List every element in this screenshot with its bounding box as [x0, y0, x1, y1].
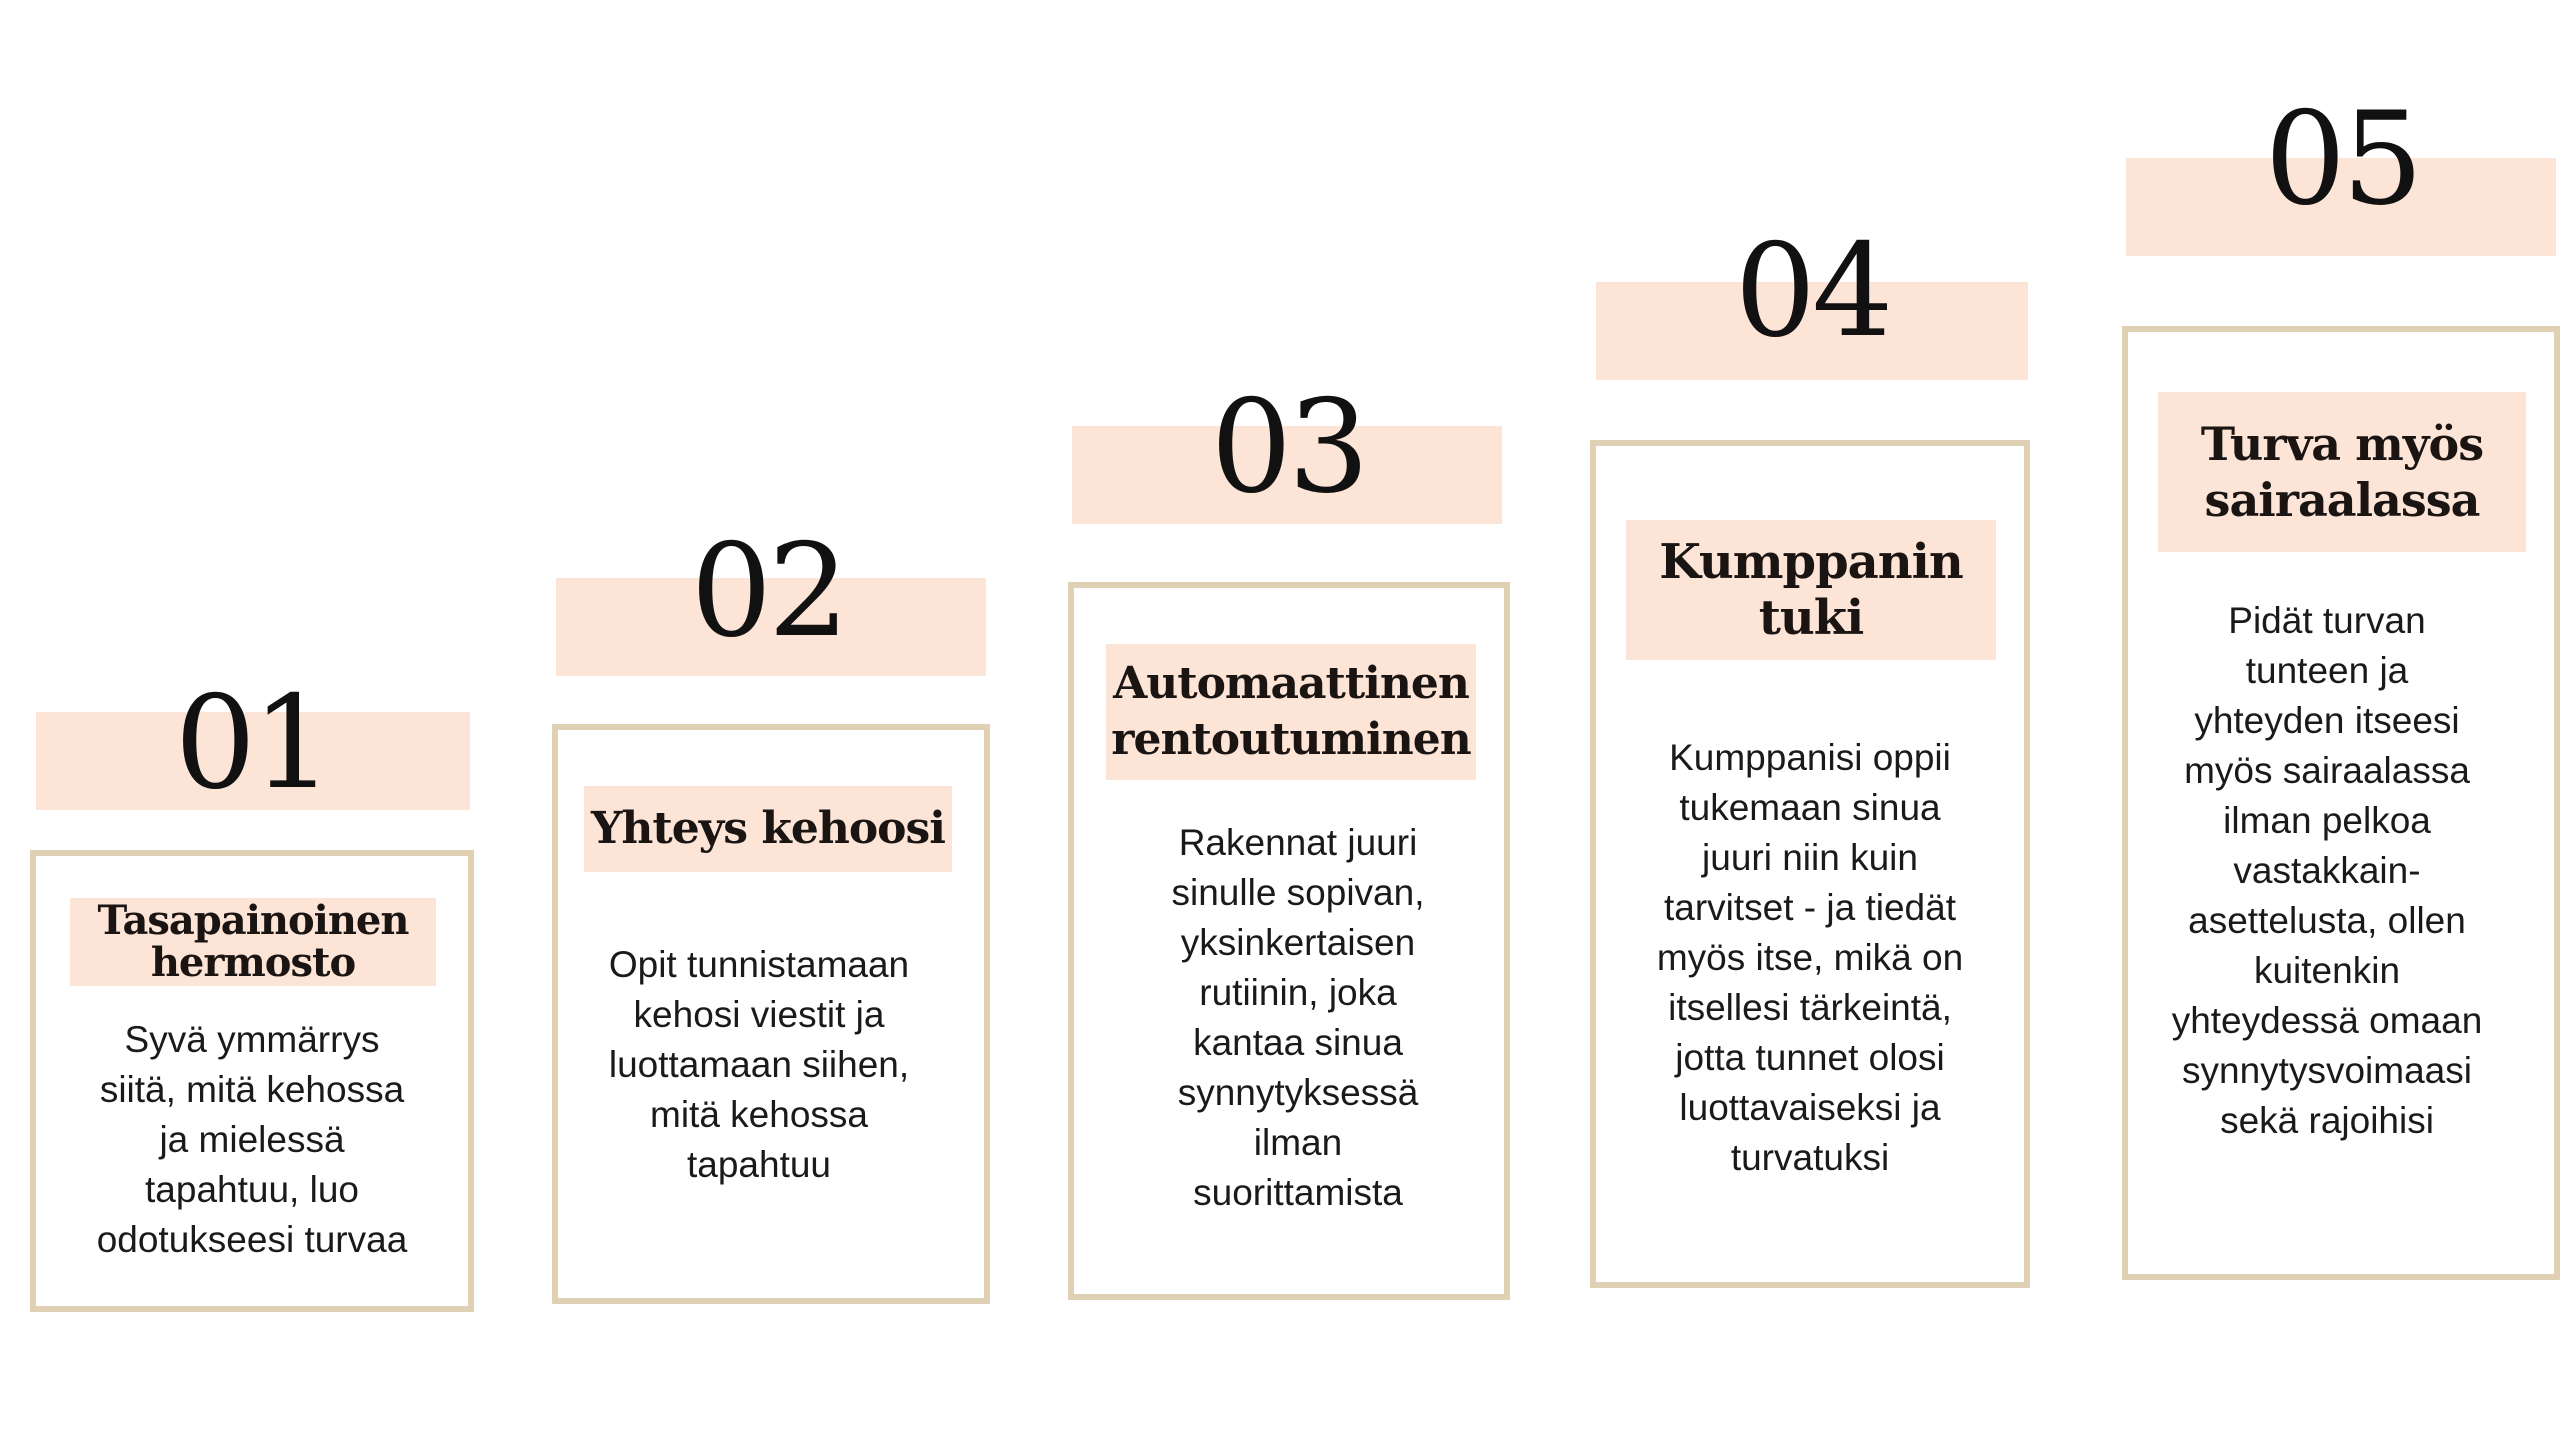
step-2-title: Yhteys kehoosi [590, 803, 946, 854]
step-1-number: 01 [174, 669, 330, 818]
step-5-description: Pidät turvan tunteen ja yhteyden itseesi myös sairaalassa ilman pelkoa vastakkain- asettelusta, ollen kuitenkin yhteydessä omaan synnytysvoimaasi sekä rajoihisi [2171, 600, 2483, 1141]
step-4-title-box [1626, 520, 1996, 660]
step-5-number: 05 [2264, 85, 2420, 234]
step-1-title-box [70, 898, 436, 986]
step-2-number: 02 [690, 517, 846, 666]
step-1-description: Syvä ymmärrys siitä, mitä kehossa ja mielessä tapahtuu, luo odotukseesi turvaa [96, 1019, 408, 1260]
step-2-description: Opit tunnistamaan kehosi viestit ja luottamaan siihen, mitä kehossa tapahtuu [608, 944, 910, 1185]
step-3-title-box [1106, 644, 1476, 780]
step-2-title-box [584, 786, 952, 872]
step-4-description: Kumppanisi oppii tukemaan sinua juuri niin kuin tarvitset - ja tiedät myös itse, mikä on itsellesi tärkeintä, jotta tunnet olosi luottavaiseksi ja turvatuksi [1656, 737, 1964, 1178]
step-1-title: Tasapainoinen hermosto [97, 897, 409, 986]
step-4-number: 04 [1734, 217, 1890, 366]
step-5-title-box [2158, 392, 2526, 552]
step-3-number: 03 [1210, 373, 1366, 522]
step-3-title: Automaattinen rentoutuminen [1111, 658, 1471, 765]
step-5-title: Turva myös sairaalassa [2200, 417, 2484, 527]
step-3-description: Rakennat juuri sinulle sopivan, yksinkertaisen rutiinin, joka kantaa sinua synnytyksessä ilman suorittamista [1171, 822, 1425, 1213]
step-4-title: Kumppanin tuki [1659, 534, 1963, 646]
